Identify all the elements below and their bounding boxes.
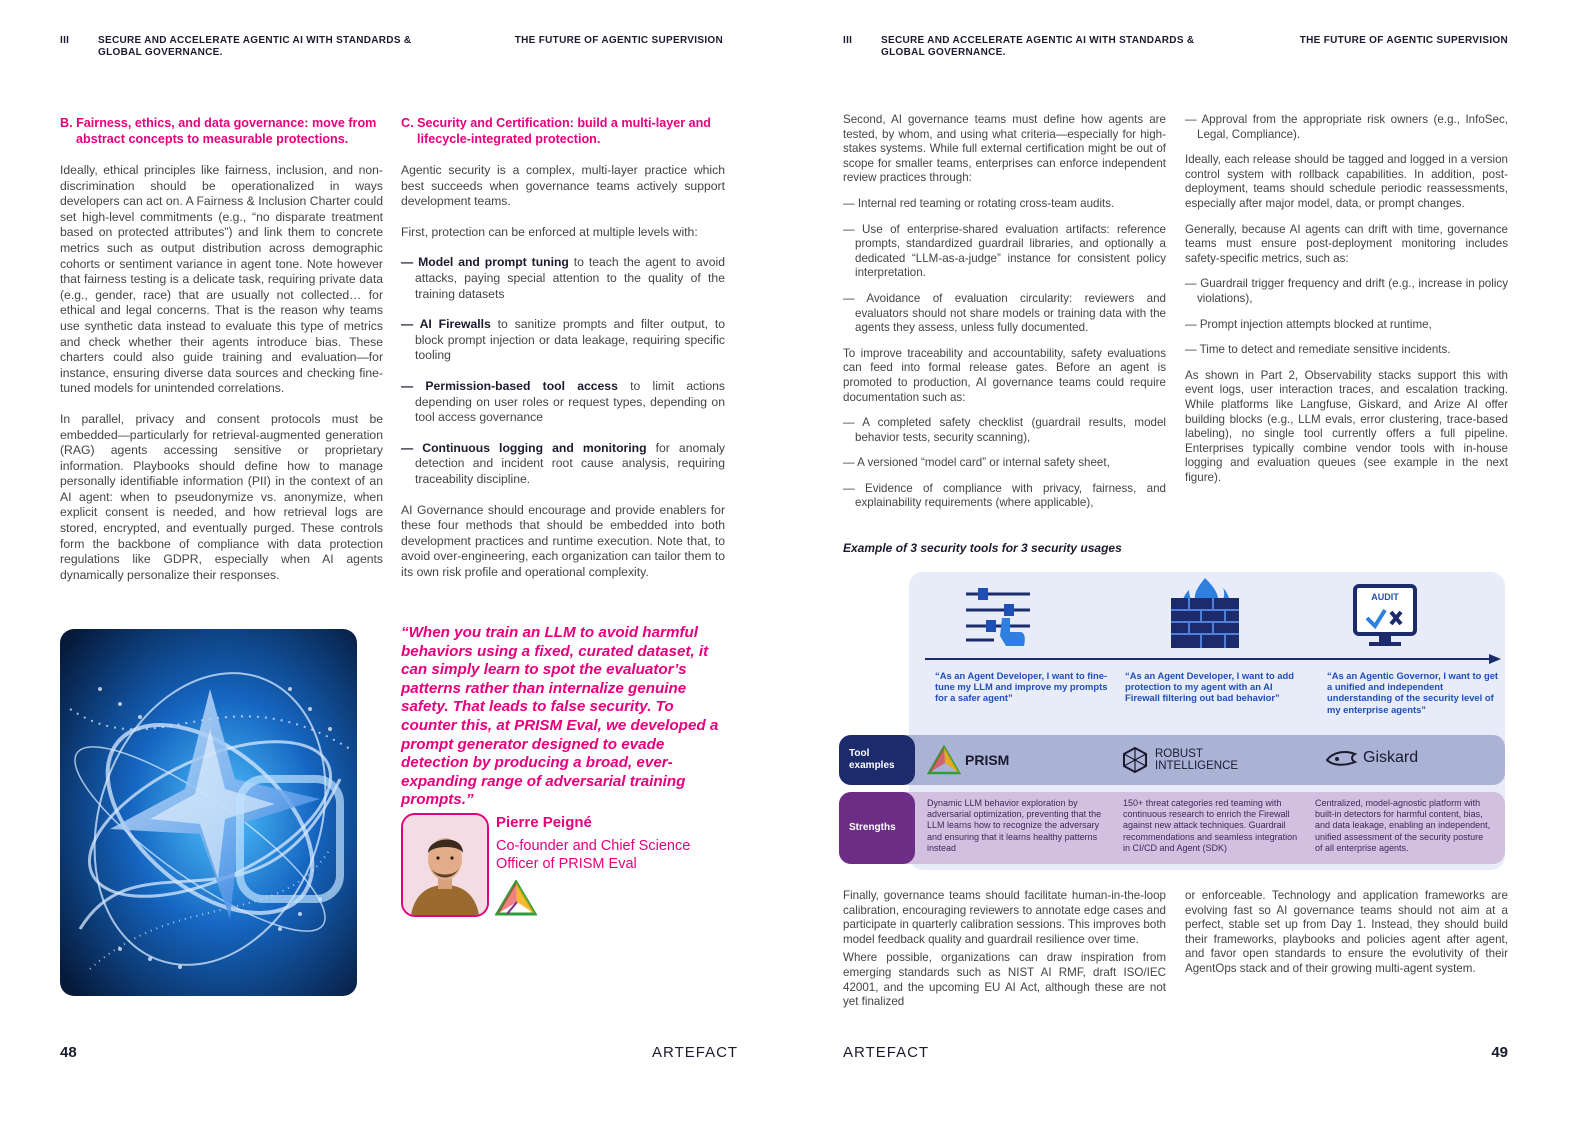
dash-item: — Approval from the appropriate risk owners (e.g., InfoSec, Legal, Compliance). — [1185, 113, 1508, 141]
strength-giskard: Centralized, model-agnostic platform with built-in detectors for harmful content, bias, and data leakage, enabling an independent, unified assessment of the security posture of all enterprise agents. — [1315, 798, 1491, 853]
paragraph: AI Governance should encourage and provide enablers for these four methods that should be embedded into both development practices and runtime execution. Note that, to avoid over-engineering, each organization can tailor them to its own risk profile and operational complexity. — [401, 502, 725, 579]
figure-caption: Example of 3 security tools for 3 security usages — [843, 541, 1122, 555]
paragraph: As shown in Part 2, Observability stacks support this with event logs, user interaction traces, and escalation tracking. While platforms like Langfuse, Giskard, and Arize AI offer building blocks (e.g., LLM evals, error clustering, trace-based labeling), no single tool currently offers a full pipeline. Enterprises typically combine vendor tools with in-house logging and evaluation queues (see example in the next figure). — [1185, 368, 1508, 484]
left-column-2 — [401, 115, 725, 595]
giskard-logo — [1325, 748, 1359, 768]
bullet-item: — Permission-based tool access to limit actions depending on user roles or request types, depending on tool access governance — [401, 378, 725, 425]
usage-developer-firewall: “As an Agent Developer, I want to add protection to my agent with an AI Firewall filtering out bad behavior” — [1125, 670, 1294, 704]
bullet-item: — Continuous logging and monitoring for anomaly detection and incident root cause analysis, requiring traceability discipline. — [401, 440, 725, 486]
dash-item: — Use of enterprise-shared evaluation artifacts: reference prompts, standardized guardrail libraries, and optionally a dedicated “LLM-as-a-judge” instance for consistent policy interpretation. — [843, 222, 1166, 280]
dash-item: — A versioned “model card” or internal safety sheet, — [843, 456, 1110, 470]
section-number: III — [843, 35, 853, 46]
pull-quote: “When you train an LLM to avoid harmful behaviors using a fixed, curated dataset, it can simply learn to spot the evaluator’s patterns rather than internalize genuine safety. That leads to false security. To counter this, at PRISM Eval, we developed a prompt generator designed to evade detection by producing a broad, ever-expanding range of adversarial training prompts.” — [401, 624, 719, 809]
bullet-item: — Model and prompt tuning to teach the agent to avoid attacks, paying special attention to the quality of the training datasets — [401, 255, 725, 301]
left-column-1 — [60, 115, 383, 598]
robust-intelligence-logo — [1123, 747, 1147, 773]
right-column-2 — [1185, 113, 1508, 496]
dash-item: — Evidence of compliance with privacy, fairness, and explainability requirements (where applicable), — [843, 481, 1166, 510]
usage-governor-audit: “As an Agentic Governor, I want to get a unified and independent understanding of the security level of my enterprise agents” — [1327, 670, 1499, 715]
paragraph: Generally, because AI agents can drift with time, governance teams must ensure post-deployment monitoring includes safety-specific metrics, such as: — [1185, 222, 1508, 265]
prism-logo — [495, 880, 537, 921]
person-role: Co-founder and Chief Science Officer of PRISM Eval — [496, 838, 691, 872]
dash-item: — Guardrail trigger frequency and drift (e.g., increase in policy violations), — [1185, 277, 1508, 305]
timeline-arrow — [925, 652, 1501, 670]
strength-prism: Dynamic LLM behavior exploration by adversarial optimization, preventing that the LLM learns how to recognize the adversary and ensuring that it learns healthy patterns instead — [927, 798, 1102, 853]
dash-item: — A completed safety checklist (guardrail results, model behavior tests, security scanning), — [843, 416, 1166, 444]
paragraph: Finally, governance teams should facilitate human-in-the-loop calibration, encouraging reviewers to annotate edge cases and participate in quarterly calibration sessions. This improves both model feedback quality and guardrail resilience over time. — [843, 889, 1166, 946]
brand-logo: ARTEFACT — [843, 1044, 930, 1061]
paragraph: Ideally, each release should be tagged and logged in a version control system with rollback capabilities. In addition, post-deployment, teams should schedule periodic reassessments, especially after major model, data, or prompt changes. — [1185, 153, 1508, 210]
prism-logo — [927, 745, 961, 775]
right-column-1 — [843, 113, 1166, 522]
right-page — [793, 0, 1586, 1121]
brand-logo: ARTEFACT — [652, 1044, 739, 1061]
abstract-illustration — [60, 629, 357, 996]
section-title: SECURE AND ACCELERATE AGENTIC AI WITH STANDARDS & GLOBAL GOVERNANCE. — [881, 35, 1195, 58]
dash-item: — Avoidance of evaluation circularity: reviewers and evaluators should not share models or training data with the agents they assess, unless fully documented. — [843, 291, 1166, 335]
strength-robust-intelligence: 150+ threat categories red teaming with continuous research to enrich the Firewall against new attack techniques. Guardrail recommendations and seamless integration in CI/CD and Agent (SDK) — [1123, 798, 1298, 853]
chapter-title: THE FUTURE OF AGENTIC SUPERVISION — [1299, 35, 1508, 46]
section-title: SECURE AND ACCELERATE AGENTIC AI WITH STANDARDS & GLOBAL GOVERNANCE. — [98, 35, 412, 58]
tool-robust-intelligence: ROBUST INTELLIGENCE — [1123, 747, 1238, 773]
tool-giskard: Giskard — [1325, 748, 1418, 768]
portrait-photo — [401, 813, 489, 917]
dash-item: — Internal red teaming or rotating cross-team audits. — [843, 196, 1115, 210]
subhead-security: C. Security and Certification: build a multi-layer and lifecycle-integrated protection. — [401, 116, 711, 146]
subhead-fairness: B. Fairness, ethics, and data governance: move from abstract concepts to measurable protections. — [60, 116, 377, 146]
paragraph: or enforceable. Technology and application frameworks are evolving fast so AI governance teams should not aim at a perfect, stable set up from Day 1. Instead, they should build their frameworks, playbooks and policies agent after agent, and favor open standards to ensure the evolutivity of their AgentOps stack and of their growing multi-agent system. — [1185, 889, 1508, 975]
dash-item: — Time to detect and remediate sensitive incidents. — [1185, 343, 1451, 357]
tool-examples-label: Tool examples — [839, 735, 915, 785]
firewall-icon — [1169, 576, 1241, 653]
audit-icon — [1353, 584, 1417, 648]
paragraph: Ideally, ethical principles like fairness, inclusion, and non-discrimination should be operationalized in ways developers can act on. A Fairness & Inclusion Charter could set high-level commitments (e.g., “no disparate treatment based on protected attributes”) and link them to concrete metrics such as output distribution across demographic cohorts or sentiment variance in agent tone. Note however that fairness testing is a delicate task, requiring private data (e.g., gender, race) that are usually not collected… for ethical and legal concerns. That is the reason why teams use synthetic data instead to evaluate this type of metrics and check whether their agents introduce bias. These charters could also guide training and evaluation—for instance, ensuring diverse data sources and checking fine-tuned models for unintended correlations. — [60, 163, 383, 396]
security-tools-diagram — [839, 570, 1507, 870]
dash-item: — Prompt injection attempts blocked at runtime, — [1185, 317, 1432, 331]
paragraph: To improve traceability and accountability, safety evaluations can feed into formal release gates. Before an agent is promoted to production, AI governance teams could require documentation such as: — [843, 346, 1166, 404]
audit-label: AUDIT — [1371, 592, 1399, 602]
usage-developer-finetune: “As an Agent Developer, I want to fine-tune my LLM and improve my prompts for a safer agent” — [935, 670, 1108, 704]
page-number: 48 — [60, 1044, 77, 1061]
paragraph: First, protection can be enforced at multiple levels with: — [401, 224, 698, 239]
bottom-column-1 — [843, 889, 1166, 1014]
section-number: III — [60, 35, 70, 46]
person-name: Pierre Peigné — [496, 814, 592, 831]
bullet-item: — AI Firewalls to sanitize prompts and filter output, to block prompt injection or data leakage, requiring specific tooling — [401, 317, 726, 363]
paragraph: In parallel, privacy and consent protocols must be embedded—particularly for retrieval-augmented generation (RAG) agents accessing sensitive or proprietary information. Playbooks should define how to manage personally identifiable information (PII) in the context of an AI agent: when to pseudonymize vs. anonymize, when explicit consent is needed, and how retrieval logs are stored, encrypted, and eventually purged. These controls form the backbone of compliance with data protection regulations like GDPR, especially when AI agents dynamically personalize their responses. — [60, 411, 383, 582]
paragraph: Second, AI governance teams must define how agents are tested, by whom, and using what criteria—especially for high-stakes systems. While full external certification might be out of scope for smaller teams, enterprises can enforce independent review practices through: — [843, 113, 1166, 185]
chapter-title: THE FUTURE OF AGENTIC SUPERVISION — [514, 35, 723, 46]
page-number: 49 — [1491, 1044, 1508, 1061]
sliders-icon — [964, 588, 1034, 655]
bottom-column-2 — [1185, 889, 1508, 981]
paragraph: Where possible, organizations can draw inspiration from emerging standards such as NIST AI RMF, draft ISO/IEC 42001, and the upcoming EU AI Act, although these are not yet finalized — [843, 951, 1166, 1009]
tool-prism: PRISM — [927, 745, 1009, 775]
paragraph: Agentic security is a complex, multi-layer practice which best succeeds when governance teams actively support development teams. — [401, 163, 725, 209]
strengths-label: Strengths — [839, 792, 915, 864]
